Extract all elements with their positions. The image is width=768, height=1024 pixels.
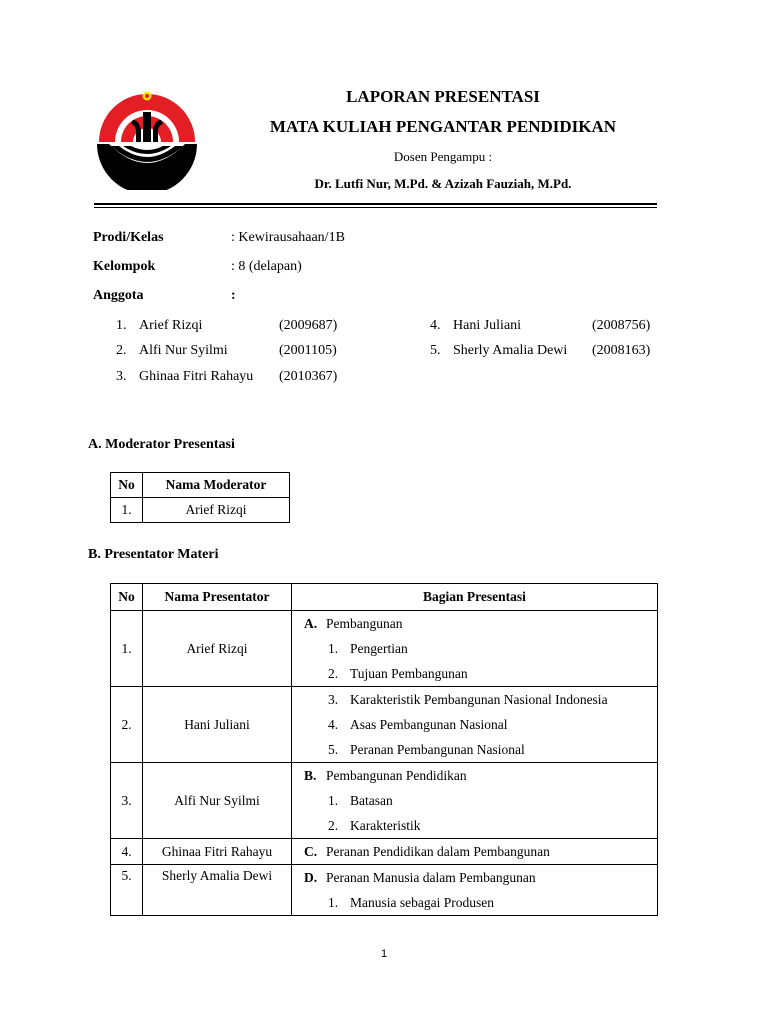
presenter-no: 3.: [111, 763, 143, 839]
member-nim-3: (2010367): [279, 369, 338, 384]
part-line: B. Pembangunan Pendidikan: [304, 768, 467, 783]
presenter-no: 5.: [111, 865, 143, 916]
presenter-name: Alfi Nur Syilmi: [143, 763, 292, 839]
table-header-row: [111, 584, 658, 611]
header-divider-thick: [94, 203, 657, 205]
part-line: 4. Asas Pembangunan Nasional: [328, 717, 508, 732]
part-line: A. Pembangunan: [304, 616, 403, 631]
table-row: [111, 839, 658, 865]
university-emblem-icon: [95, 86, 199, 190]
moderator-table: [110, 472, 290, 523]
presenter-table: [110, 583, 658, 916]
col-presentation-part: Bagian Presentasi: [292, 584, 658, 611]
presentation-part: [292, 763, 658, 839]
member-num-1: 1.: [116, 318, 127, 333]
col-moderator-name: Nama Moderator: [143, 473, 290, 498]
presenter-name: Sherly Amalia Dewi: [143, 865, 292, 916]
presentation-part: [292, 839, 658, 865]
member-name-2: Alfi Nur Syilmi: [139, 343, 228, 358]
university-logo: [95, 86, 199, 190]
presenter-no: 2.: [111, 687, 143, 763]
member-nim-4: (2008756): [592, 318, 651, 333]
member-num-2: 2.: [116, 343, 127, 358]
part-line: 1. Pengertian: [328, 641, 408, 656]
part-line: 1. Manusia sebagai Produsen: [328, 895, 494, 910]
member-name-4: Hani Juliani: [453, 318, 522, 333]
part-line: 2. Tujuan Pembangunan: [328, 666, 468, 681]
presentation-part: [292, 865, 658, 916]
part-line: C. Peranan Pendidikan dalam Pembangunan: [304, 844, 550, 859]
part-line: 2. Karakteristik: [328, 818, 421, 833]
lecturer-label: Dosen Pengampu :: [393, 149, 493, 164]
presentation-part: [292, 687, 658, 763]
course-title: MATA KULIAH PENGANTAR PENDIDIKAN: [269, 117, 617, 136]
kelompok-label: Kelompok: [93, 259, 156, 274]
presenter-name: Ghinaa Fitri Rahayu: [143, 839, 292, 865]
part-line: 3. Karakteristik Pembangunan Nasional Indonesia: [328, 692, 608, 707]
presenter-no: 1.: [111, 611, 143, 687]
member-nim-2: (2001105): [279, 343, 337, 358]
member-name-1: Arief Rizqi: [139, 318, 203, 333]
member-name-5: Sherly Amalia Dewi: [453, 343, 568, 358]
report-title: LAPORAN PRESENTASI: [346, 87, 540, 106]
header-divider-thin: [94, 207, 657, 208]
anggota-label: Anggota: [93, 288, 144, 303]
col-no: No: [111, 473, 143, 498]
anggota-value: :: [231, 288, 236, 303]
member-name-3: Ghinaa Fitri Rahayu: [139, 369, 254, 384]
part-line: D. Peranan Manusia dalam Pembangunan: [304, 870, 536, 885]
kelompok-value: : 8 (delapan): [231, 259, 302, 274]
prodi-value: : Kewirausahaan/1B: [231, 230, 345, 245]
page-number: 1: [380, 948, 388, 960]
section-b-title: B. Presentator Materi: [88, 547, 219, 562]
moderator-name: Arief Rizqi: [143, 498, 290, 523]
member-num-4: 4.: [430, 318, 441, 333]
presenter-name: Hani Juliani: [143, 687, 292, 763]
prodi-label: Prodi/Kelas: [93, 230, 164, 245]
col-presenter-name: Nama Presentator: [143, 584, 292, 611]
member-nim-1: (2009687): [279, 318, 338, 333]
lecturer-names: Dr. Lutfi Nur, M.Pd. & Azizah Fauziah, M.Pd.: [314, 176, 572, 191]
member-nim-5: (2008163): [592, 343, 651, 358]
member-num-3: 3.: [116, 369, 127, 384]
moderator-no: 1.: [111, 498, 143, 523]
table-header-row: [111, 473, 290, 498]
table-row: [111, 865, 658, 916]
member-num-5: 5.: [430, 343, 441, 358]
presentation-part: [292, 611, 658, 687]
part-line: 1. Batasan: [328, 793, 393, 808]
presenter-name: Arief Rizqi: [143, 611, 292, 687]
section-a-title: A. Moderator Presentasi: [88, 437, 235, 452]
part-line: 5. Peranan Pembangunan Nasional: [328, 742, 525, 757]
table-row: [111, 687, 658, 763]
table-row: [111, 498, 290, 523]
table-row: [111, 611, 658, 687]
col-no: No: [111, 584, 143, 611]
table-row: [111, 763, 658, 839]
presenter-no: 4.: [111, 839, 143, 865]
